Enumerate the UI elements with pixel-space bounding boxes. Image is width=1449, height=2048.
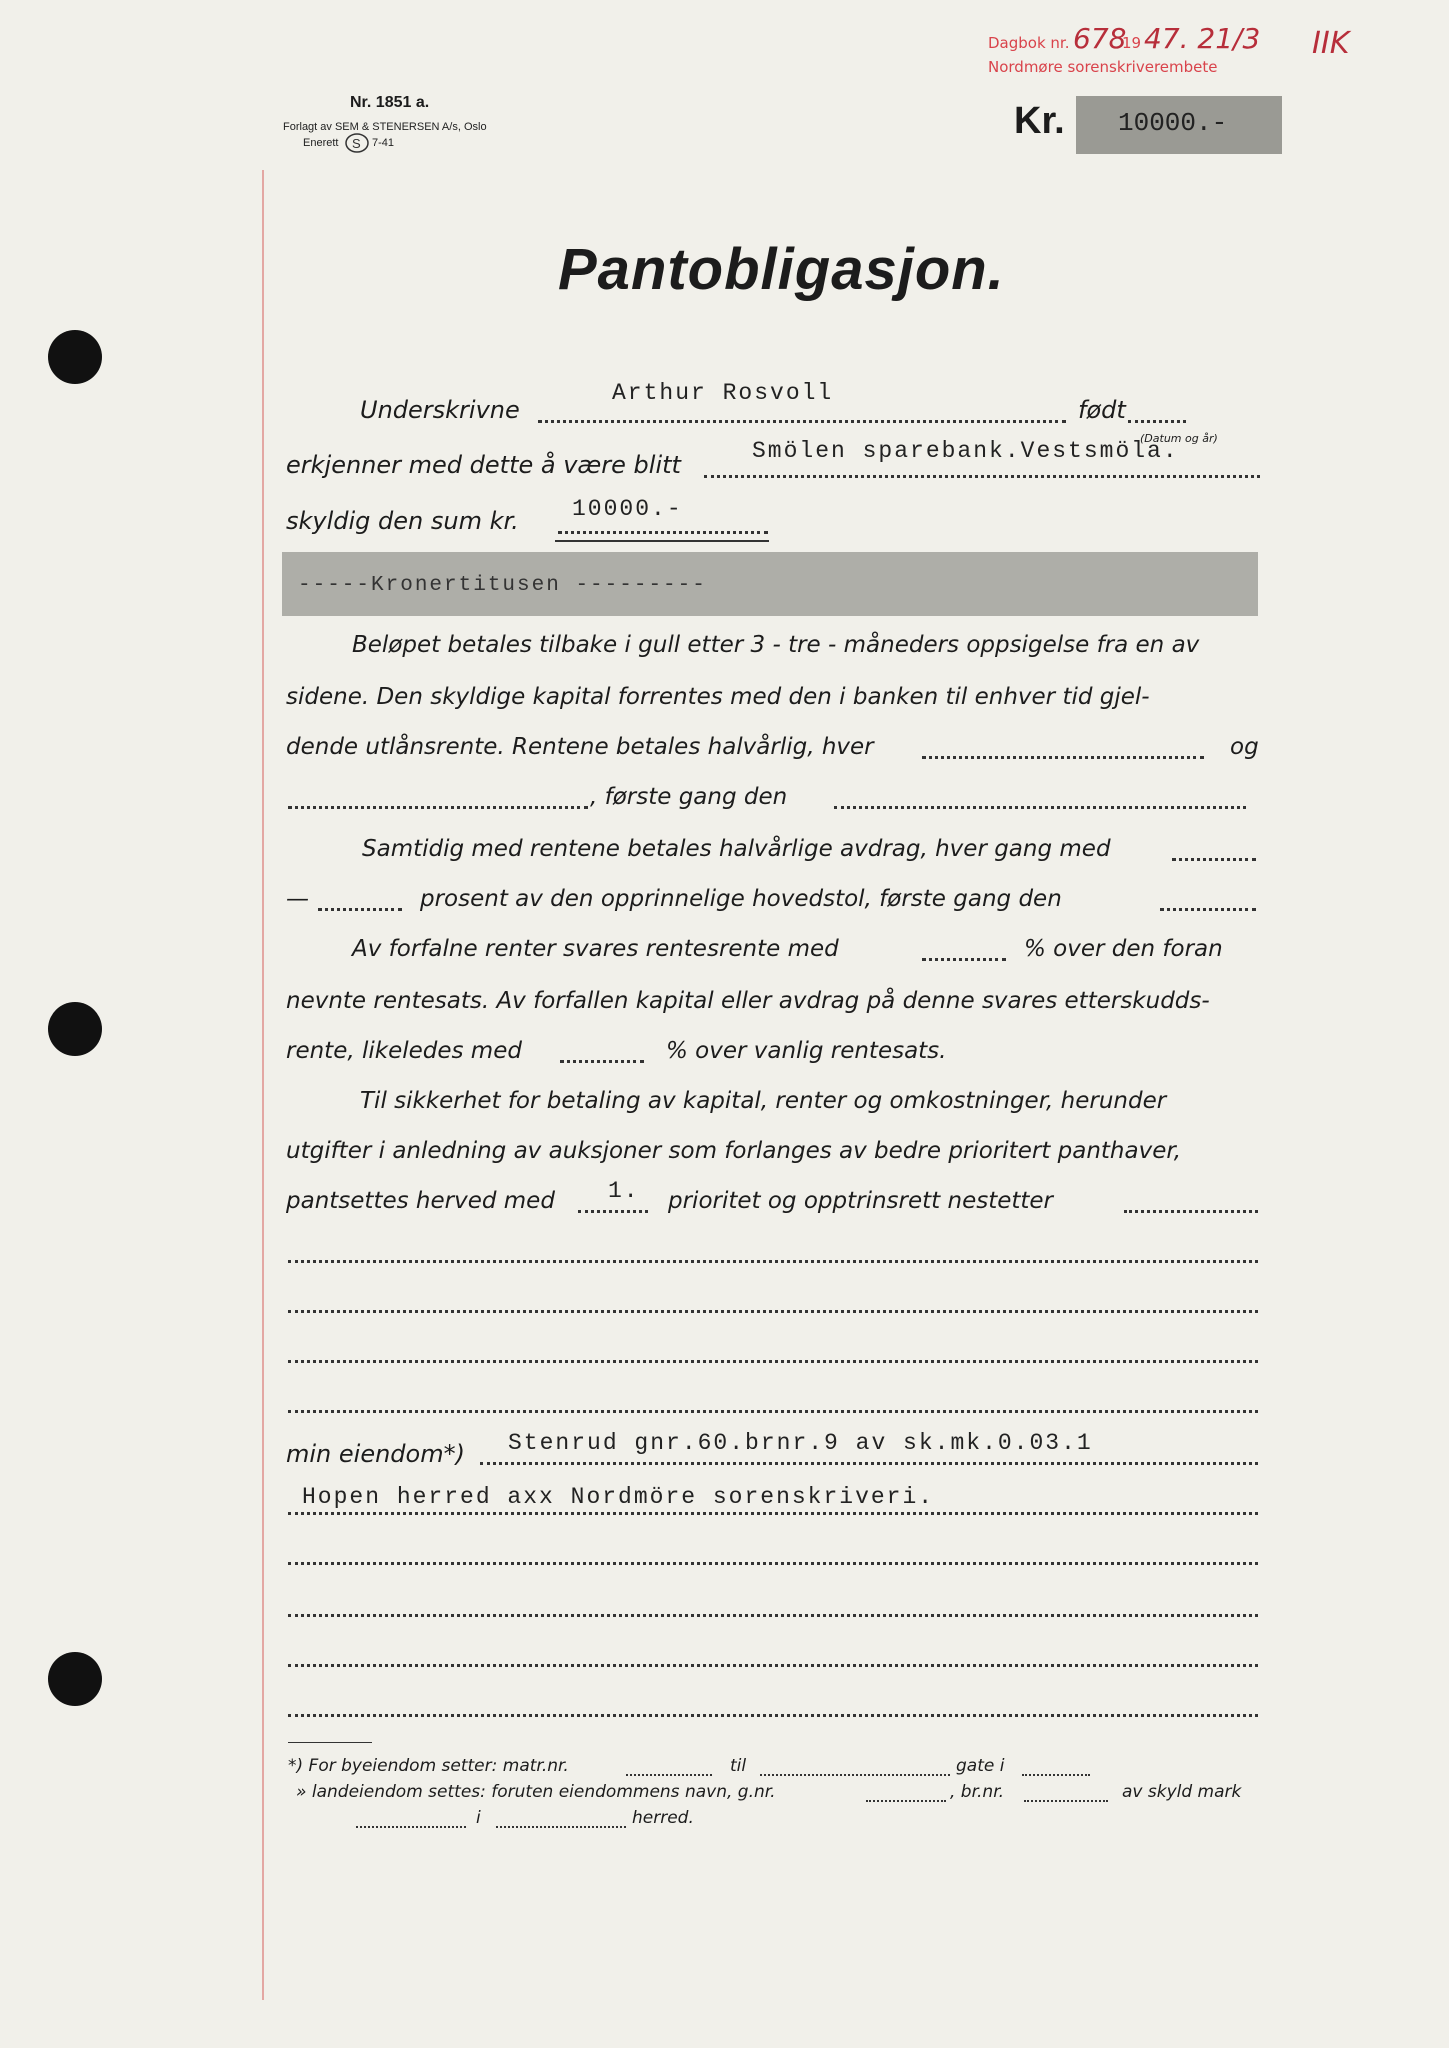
body-p3-line1b: % over den foran — [1024, 936, 1223, 962]
handwritten-date: 47. 21/3 — [1144, 22, 1261, 55]
handwritten-initials: IIK — [1312, 26, 1350, 61]
body-p3-line3: rente, likeledes med — [286, 1038, 522, 1064]
property-value-line1: Stenrud gnr.60.brnr.9 av sk.mk.0.03.1 — [508, 1430, 1093, 1456]
body-p1-line1: Beløpet betales tilbake i gull etter 3 - tre - måneders oppsigelse fra en av — [352, 632, 1200, 658]
kr-label: Kr. — [1014, 100, 1065, 142]
handwritten-dagbok-number: 678 — [1073, 22, 1127, 55]
born-dotted-line — [1128, 420, 1186, 423]
undersigned-label: Underskrivne — [360, 396, 520, 424]
body-p3-line2: nevnte rentesats. Av forfallen kapital eller avdrag på denne svares etterskudds- — [286, 988, 1210, 1014]
property-dotted-8 — [288, 1562, 1258, 1565]
body-p3-line1: Av forfalne renter svares rentesrente med — [352, 936, 839, 962]
publisher-line: Forlagt av SEM & STENERSEN A/s, Oslo — [283, 121, 487, 133]
sum-dotted-line — [558, 531, 768, 534]
form-number: Nr. 1851 a. — [350, 94, 430, 111]
body-p1-og: og — [1230, 734, 1259, 760]
margin-line — [262, 170, 264, 2000]
body-p2-line1: Samtidig med rentene betales halvårlige avdrag, hver gang med — [362, 836, 1111, 862]
registry-stamp-line2: Nordmøre sorenskriverembete — [988, 58, 1218, 76]
body-p1-line4: , første gang den — [590, 784, 788, 810]
publisher-logo-icon — [344, 132, 370, 154]
undersigned-dotted-line — [538, 420, 1066, 423]
interest-period-dotted — [922, 756, 1204, 759]
punch-hole-bottom — [48, 1652, 102, 1706]
acknowledge-label: erkjenner med dette å være blitt — [286, 451, 681, 479]
compound-rate-dotted — [922, 958, 1006, 961]
sum-label: skyldig den sum kr. — [286, 507, 519, 535]
installment-date-dotted — [1160, 908, 1256, 911]
footnote-brnr: , br.nr. — [950, 1782, 1005, 1802]
document-title: Pantobligasjon. — [558, 237, 1005, 302]
first-date-dotted — [834, 806, 1246, 809]
late-rate-dotted — [560, 1060, 644, 1063]
sum-value: 10000.- — [572, 496, 683, 522]
amount-in-words: -----Kronertitusen --------- — [298, 574, 707, 597]
footnote-matr-dotted — [626, 1774, 712, 1776]
property-dotted-6 — [480, 1462, 1258, 1465]
creditor-dotted-line — [704, 475, 1260, 478]
footnote-brnr-dotted — [1024, 1800, 1108, 1802]
priority-value: 1. — [608, 1178, 640, 1204]
footnote-til: til — [730, 1756, 747, 1776]
publisher-copyright: Enerett — [303, 137, 339, 149]
creditor-value: Smölen sparebank.Vestsmöla. — [752, 438, 1179, 464]
stamp-year-prefix: 19 — [1122, 34, 1142, 52]
body-p4-line3b: prioritet og opptrinsrett nestetter — [668, 1188, 1054, 1214]
footnote-herred: herred. — [632, 1808, 694, 1828]
percent-dotted — [318, 908, 402, 911]
registry-stamp-line1 — [988, 34, 1069, 52]
property-dotted-11 — [288, 1714, 1258, 1717]
footnote-til-dotted — [760, 1774, 950, 1776]
priority-dotted — [578, 1210, 648, 1213]
punch-hole-middle — [48, 1002, 102, 1056]
punch-hole-top — [48, 330, 102, 384]
footnote-rule — [288, 1742, 372, 1743]
property-dotted-1 — [1124, 1210, 1258, 1213]
sum-underline — [555, 540, 769, 542]
property-dotted-5 — [288, 1410, 1258, 1413]
body-p1-line3: dende utlånsrente. Rentene betales halvårlig, hver — [286, 734, 874, 760]
footnote-line1: *) For byeiendom setter: matr.nr. — [288, 1756, 569, 1776]
installment-dotted — [1172, 858, 1256, 861]
property-dotted-3 — [288, 1310, 1258, 1313]
property-dotted-2 — [288, 1260, 1258, 1263]
born-label: født — [1078, 396, 1126, 424]
property-dotted-7 — [288, 1512, 1258, 1515]
footnote-i: i — [476, 1808, 481, 1828]
footnote-gate-dotted — [1022, 1774, 1090, 1776]
body-p1-line2: sidene. Den skyldige kapital forrentes med den i banken til enhver tid gjel- — [286, 684, 1150, 710]
stamp-dagbok-label: Dagbok nr. — [988, 34, 1070, 52]
footnote-line2: » landeiendom settes: foruten eiendommens navn, g.nr. — [296, 1782, 776, 1802]
footnote-gnr-dotted — [866, 1800, 946, 1802]
property-label: min eiendom*) — [286, 1440, 465, 1468]
body-p4-line1: Til sikkerhet for betaling av kapital, renter og omkostninger, herunder — [360, 1088, 1167, 1114]
footnote-skyld: av skyld mark — [1122, 1782, 1242, 1802]
undersigned-value: Arthur Rosvoll — [612, 380, 834, 406]
body-p3-line3b: % over vanlig rentesats. — [666, 1038, 947, 1064]
property-dotted-4 — [288, 1360, 1258, 1363]
body-p2-dash: — — [286, 886, 309, 912]
body-p2-line2: prosent av den opprinnelige hovedstol, første gang den — [420, 886, 1062, 912]
interest-date-dotted — [288, 806, 588, 809]
property-dotted-9 — [288, 1614, 1258, 1617]
body-p4-line3: pantsettes herved med — [286, 1188, 555, 1214]
footnote-mark-dotted — [356, 1826, 466, 1828]
footnote-herred-dotted — [496, 1826, 626, 1828]
property-dotted-10 — [288, 1664, 1258, 1667]
kr-amount-value: 10000.- — [1118, 108, 1228, 138]
footnote-gate: gate i — [956, 1756, 1005, 1776]
date-note: (Datum og år) — [1140, 432, 1218, 445]
property-value-line2: Hopen herred axx Nordmöre sorenskriveri. — [302, 1484, 935, 1510]
publisher-date: 7-41 — [372, 137, 395, 149]
body-p4-line2: utgifter i anledning av auksjoner som forlanges av bedre prioritert panthaver, — [286, 1138, 1182, 1164]
svg-text:S: S — [352, 136, 361, 151]
